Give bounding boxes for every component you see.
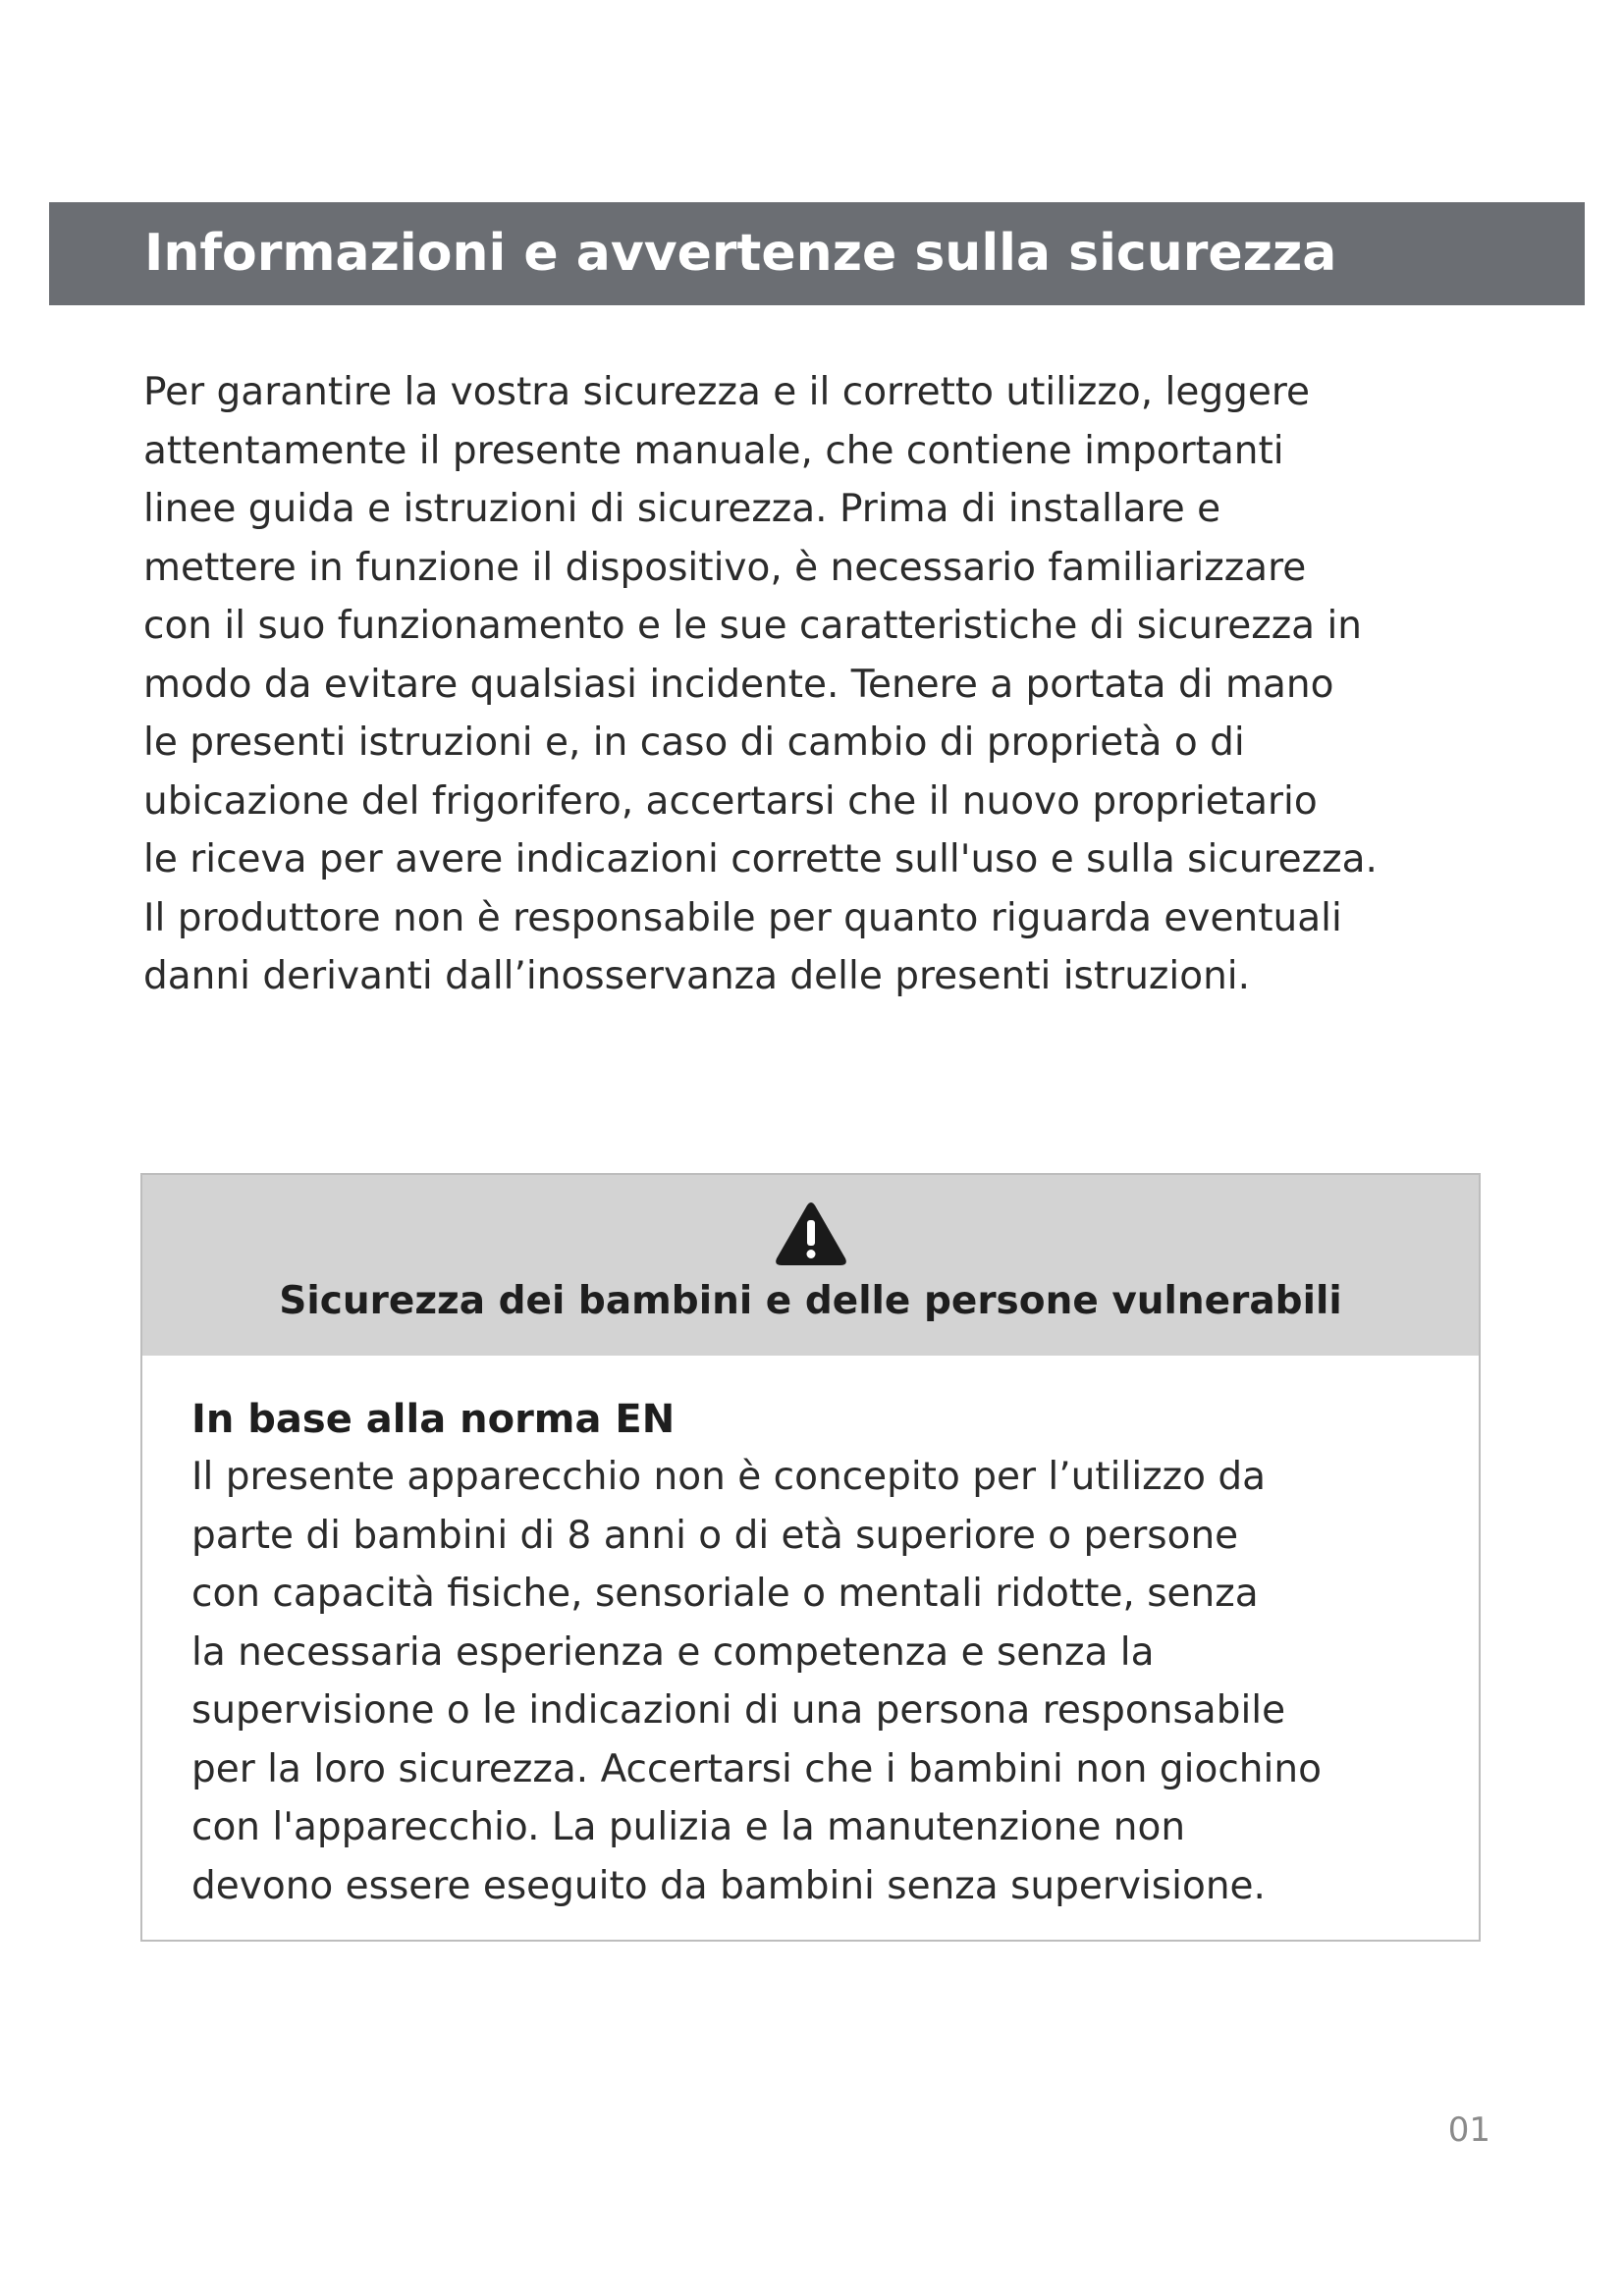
- warning-line: devono essere eseguito da bambini senza supervisione.: [191, 1863, 1266, 1908]
- section-header-bar: [49, 202, 1585, 305]
- page-number: 01: [1447, 2110, 1490, 2150]
- warning-line: supervisione o le indicazioni di una persona responsabile: [191, 1688, 1286, 1733]
- intro-line: le riceva per avere indicazioni corrette sull'uso e sulla sicurezza.: [143, 837, 1378, 881]
- intro-line: danni derivanti dall’inosservanza delle presenti istruzioni.: [143, 954, 1251, 998]
- intro-paragraph: [143, 363, 1518, 1006]
- intro-line: linee guida e istruzioni di sicurezza. Prima di installare e: [143, 487, 1221, 531]
- intro-line: con il suo funzionamento e le sue caratteristiche di sicurezza in: [143, 604, 1363, 648]
- warning-box-subtitle: In base alla norma EN: [191, 1397, 676, 1442]
- warning-line: la necessaria esperienza e competenza e senza la: [191, 1629, 1155, 1675]
- intro-line: attentamente il presente manuale, che contiene importanti: [143, 428, 1284, 473]
- section-title: Informazioni e avvertenze sulla sicurezza: [144, 224, 1337, 283]
- warning-line: per la loro sicurezza. Accertarsi che i bambini non giochino: [191, 1746, 1322, 1791]
- intro-line: mettere in funzione il dispositivo, è necessario familiarizzare: [143, 545, 1307, 590]
- warning-triangle-icon: [775, 1201, 847, 1267]
- intro-line: modo da evitare qualsiasi incidente. Tenere a portata di mano: [143, 662, 1334, 707]
- intro-line: Per garantire la vostra sicurezza e il corretto utilizzo, leggere: [143, 370, 1311, 414]
- warning-line: Il presente apparecchio non è concepito per l’utilizzo da: [191, 1455, 1267, 1499]
- warning-line: con l'apparecchio. La pulizia e la manutenzione non: [191, 1805, 1186, 1849]
- warning-line: con capacità fisiche, sensoriale o mentali ridotte, senza: [191, 1572, 1259, 1616]
- warning-box-header: [142, 1175, 1479, 1356]
- warning-line: parte di bambini di 8 anni o di età superiore o persone: [191, 1513, 1239, 1558]
- child-safety-warning-box: [140, 1173, 1481, 1942]
- intro-line: Il produttore non è responsabile per quanto riguarda eventuali: [143, 895, 1342, 940]
- warning-box-title: Sicurezza dei bambini e delle persone vulnerabili: [279, 1279, 1342, 1323]
- intro-line: le presenti istruzioni e, in caso di cambio di proprietà o di: [143, 721, 1245, 765]
- intro-line: ubicazione del frigorifero, accertarsi che il nuovo proprietario: [143, 778, 1318, 824]
- warning-box-body: [191, 1391, 1468, 1915]
